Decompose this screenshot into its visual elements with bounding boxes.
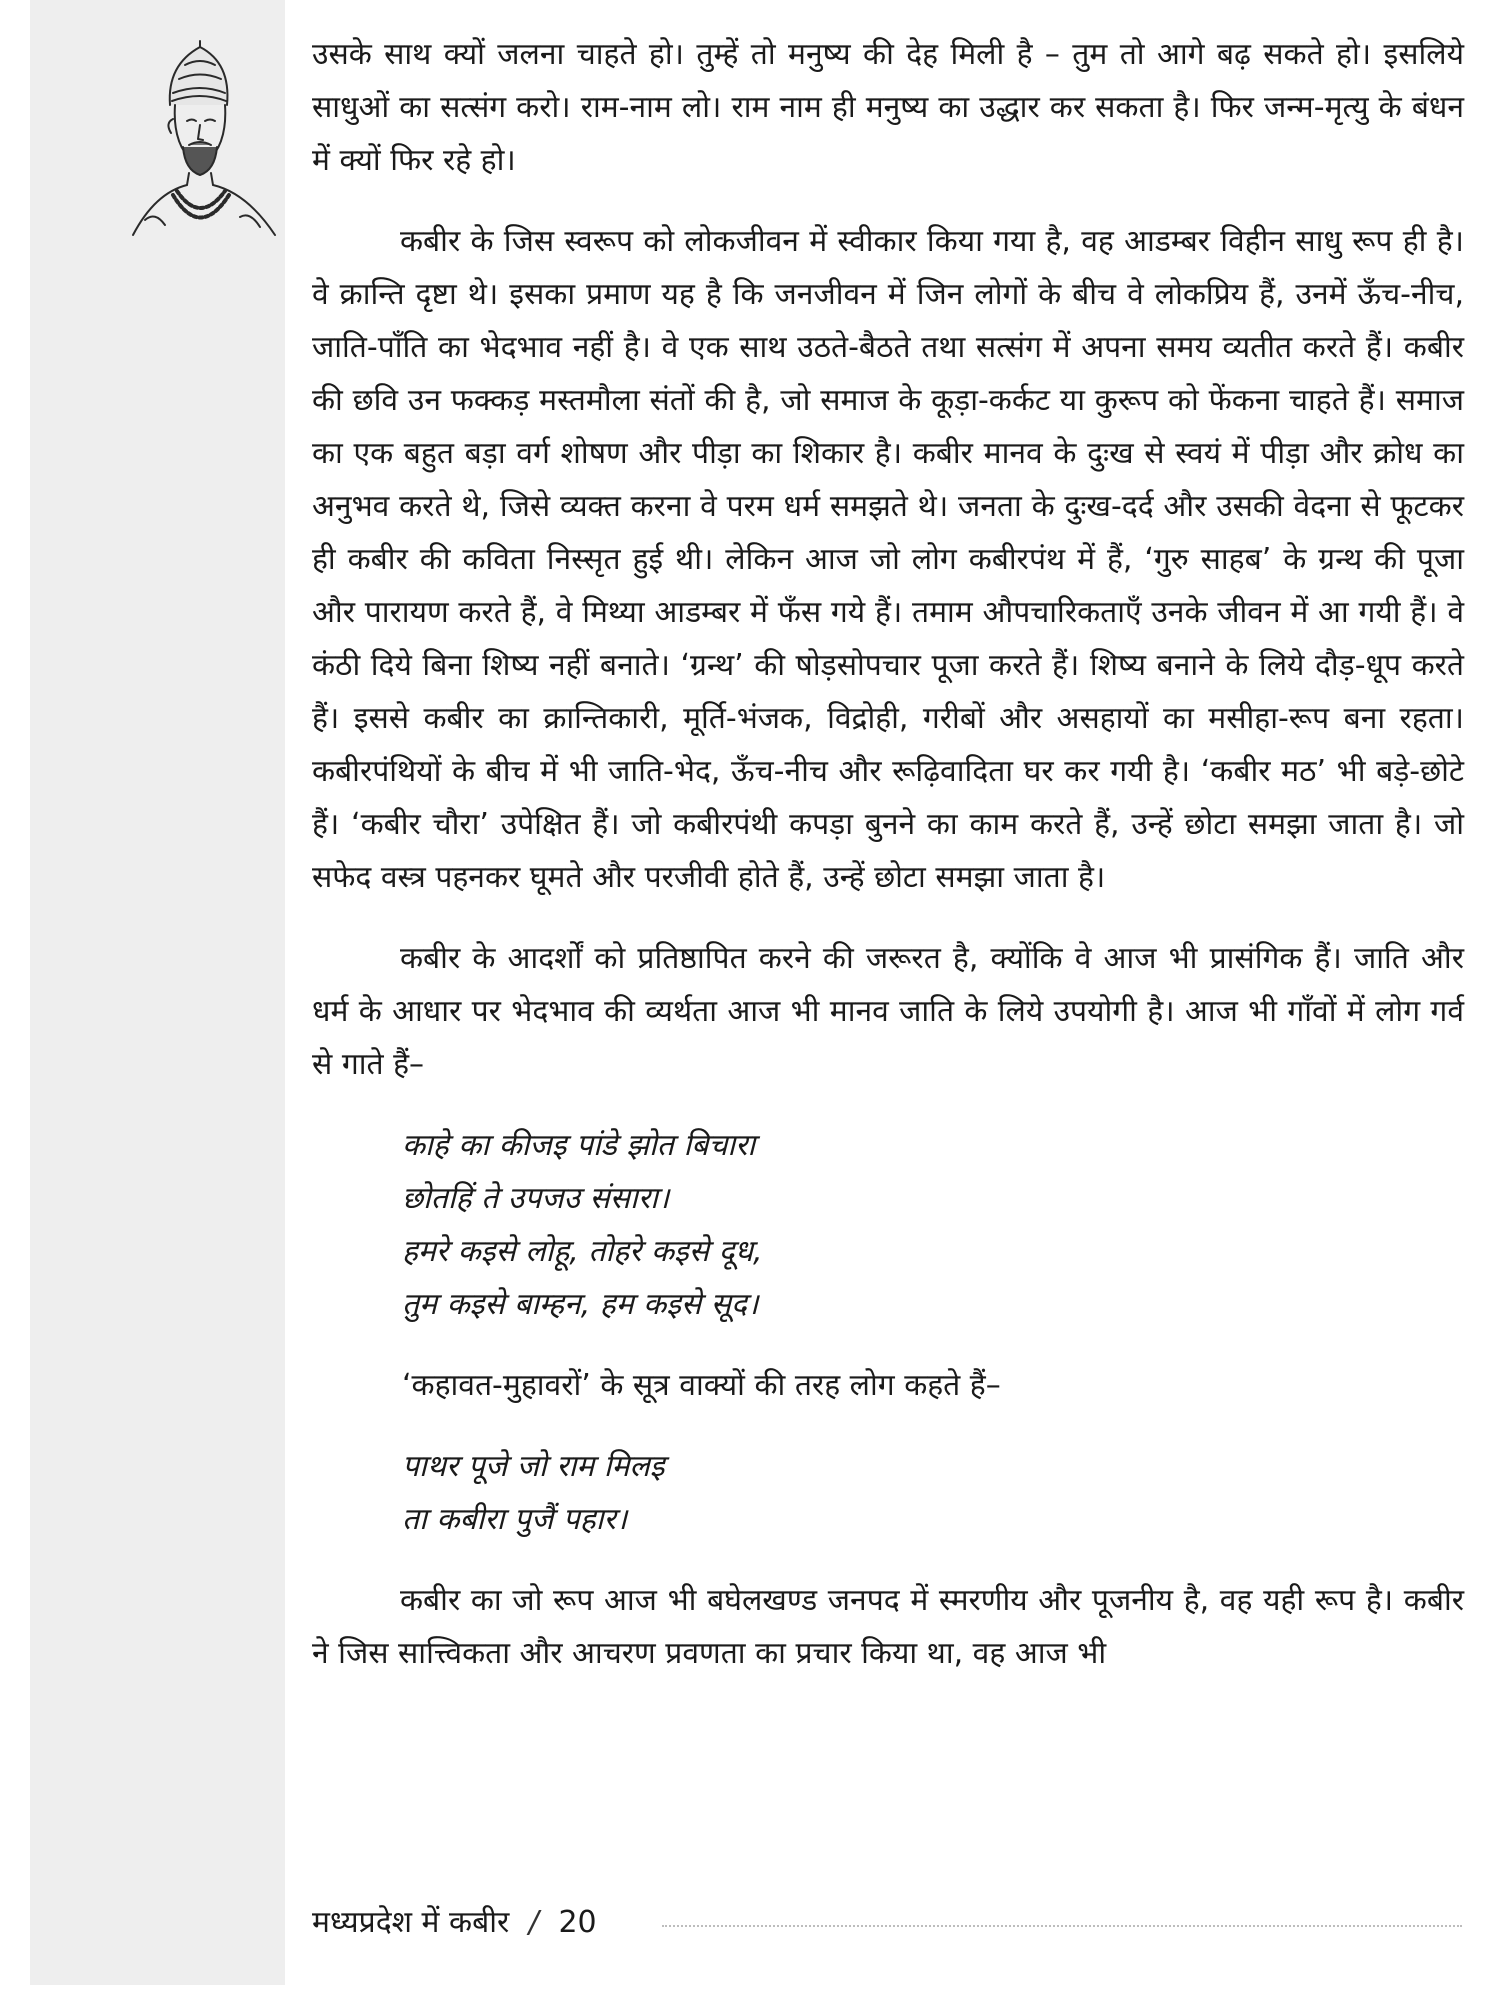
kabir-portrait-icon (115, 35, 285, 245)
verse-line: ता कबीरा पुजैं पहार। (402, 1502, 628, 1537)
paragraph: कबीर के जिस स्वरूप को लोकजीवन में स्वीकार किया गया है, वह आडम्बर विहीन साधु रूप ही है। वे क्रान्ति दृष्टा थे। इसका प्रमाण यह है कि जनजीवन में जिन लोगों के बीच वे लोकप्रिय हैं, उनमें ऊँच-नीच, जाति-पाँति का भेदभाव नहीं है। वे एक साथ उठते-बैठते तथा सत्संग में अपना समय व्यतीत करते हैं। कबीर की छवि उन फक्कड़ मस्तमौला संतों की है, जो समाज के कूड़ा-कर्कट या कुरूप को फेंकना चाहते हैं। समाज का एक बहुत बड़ा वर्ग शोषण और पीड़ा का शिकार है। कबीर मानव के दुःख से स्वयं में पीड़ा और क्रोध का अनुभव करते थे, जिसे व्यक्त करना वे परम धर्म समझते थे। जनता के दुःख-दर्द और उसकी वेदना से फूटकर ही कबीर की कविता निस्सृत हुई थी। लेकिन आज जो लोग कबीरपंथ में हैं, ‘गुरु साहब’ के ग्रन्थ की पूजा और पारायण करते हैं, वे मिथ्या आडम्बर में फँस गये हैं। तमाम औपचारिकताएँ उनके जीवन में आ गयी हैं। वे कंठी दिये बिना शिष्य नहीं बनाते। ‘ग्रन्थ’ की षोड़सोपचार पूजा करते हैं। शिष्य बनाने के लिये दौड़-धूप करते हैं। इससे कबीर का क्रान्तिकारी, मूर्ति-भंजक, विद्रोही, गरीबों और असहायों का मसीहा-रूप बना रहता। कबीरपंथियों के बीच में भी जाति-भेद, ऊँच-नीच और रूढ़िवादिता घर कर गयी है। ‘कबीर मठ’ भी बड़े-छोटे हैं। ‘कबीर चौरा’ उपेक्षित हैं। जो कबीरपंथी कपड़ा बुनने का काम करते हैं, उन्हें छोटा समझा जाता है। जो सफेद वस्त्र पहनकर घूमते और परजीवी होते हैं, उन्हें छोटा समझा जाता है। (312, 224, 1464, 895)
saying-intro: ‘कहावत-मुहावरों’ के सूत्र वाक्यों की तरह लोग कहते हैं– (402, 1368, 1001, 1403)
left-margin-band (30, 0, 285, 1985)
footer-divider (662, 1925, 1462, 1929)
verse-block (402, 1119, 1464, 1331)
verse-block (402, 1440, 1464, 1546)
paragraph: कबीर का जो रूप आज भी बघेलखण्ड जनपद में स्मरणीय और पूजनीय है, वह यही रूप है। कबीर ने जिस सात्त्विकता और आचरण प्रवणता का प्रचार किया था, वह आज भी (312, 1583, 1464, 1671)
page-body (312, 28, 1464, 1680)
book-title: मध्यप्रदेश में कबीर (312, 1905, 510, 1940)
paragraph: कबीर के आदर्शों को प्रतिष्ठापित करने की जरूरत है, क्योंकि वे आज भी प्रासंगिक हैं। जाति और धर्म के आधार पर भेदभाव की व्यर्थता आज भी मानव जाति के लिये उपयोगी है। आज भी गाँवों में लोग गर्व से गाते हैं– (312, 941, 1464, 1082)
verse-line: छोतहिं ते उपजउ संसारा। (402, 1181, 670, 1216)
verse-line: हमरे कइसे लोहू, तोहरे कइसे दूध, (402, 1234, 763, 1269)
verse-line: पाथर पूजे जो राम मिलइ (402, 1449, 665, 1484)
page-footer (312, 1903, 597, 1943)
paragraph: उसके साथ क्यों जलना चाहते हो। तुम्हें तो मनुष्य की देह मिली है – तुम तो आगे बढ़ सकते हो। इसलिये साधुओं का सत्संग करो। राम-नाम लो। राम नाम ही मनुष्य का उद्धार कर सकता है। फिर जन्म-मृत्यु के बंधन में क्यों फिर रहे हो। (312, 37, 1464, 178)
verse-line: तुम कइसे बाम्हन, हम कइसे सूद। (402, 1287, 759, 1322)
verse-line: काहे का कीजइ पांडे झोत बिचारा (402, 1128, 756, 1163)
page-number: 20 (558, 1905, 597, 1940)
footer-separator: / (528, 1905, 539, 1940)
